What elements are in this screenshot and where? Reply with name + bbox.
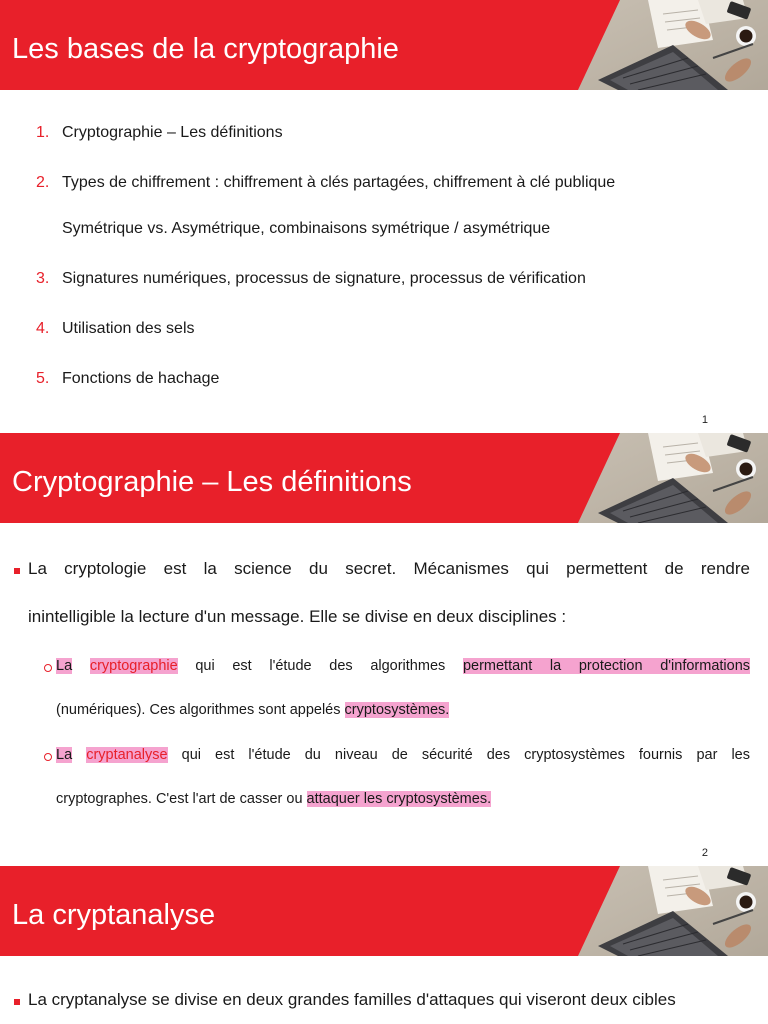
table-of-contents: [36, 118, 736, 414]
list-item: 1. Cryptographie – Les définitions: [36, 124, 283, 141]
sub-bullet-cryptographie: La cryptographie qui est l'étude des algorithmes permettant la protection d'informations (numériques). Ces algorithmes sont appelés cryptosystèmes.: [44, 658, 750, 728]
slide-3: [0, 866, 768, 1024]
list-item: 4. Utilisation des sels: [36, 320, 195, 337]
desk-photo-icon: [578, 433, 768, 523]
title-band: [0, 433, 768, 523]
list-item: 2. Types de chiffrement : chiffrement à clés partagées, chiffrement à clé publique Symétrique vs. Asymétrique, combinaisons symétrique / asymétrique: [36, 174, 616, 237]
slide-title: Cryptographie – Les définitions: [12, 466, 412, 498]
title-band: [0, 0, 768, 90]
bullet-paragraph: La cryptologie est la science du secret. Mécanismes qui permettent de rendre inintelligible la lecture d'un message. Elle se divise en deux disciplines :: [14, 559, 750, 639]
slide-1: [0, 0, 768, 432]
page-number: 1: [701, 414, 708, 426]
sub-bullet-cryptanalyse: La cryptanalyse qui est l'étude du niveau de sécurité des cryptosystèmes fournis par les cryptographes. C'est l'art de casser ou attaquer les cryptosystèmes.: [44, 747, 750, 817]
slide-title: Les bases de la cryptographie: [12, 33, 399, 65]
bullet-square-icon: [14, 568, 20, 574]
bullet-paragraph: La cryptanalyse se divise en deux grandes familles d'attaques qui viseront deux cibles: [14, 990, 750, 1020]
desk-photo-icon: [578, 0, 768, 90]
bullet-square-icon: [14, 999, 20, 1005]
list-item: 5. Fonctions de hachage: [36, 370, 220, 387]
slide-2: [0, 433, 768, 865]
slide-title: La cryptanalyse: [12, 899, 216, 931]
list-item: 3. Signatures numériques, processus de signature, processus de vérification: [36, 270, 586, 287]
title-band: [0, 866, 768, 956]
term-cryptographie: cryptographie: [89, 658, 178, 674]
page-number: 2: [701, 847, 708, 859]
term-cryptanalyse: cryptanalyse: [86, 747, 168, 763]
bullet-circle-icon: [44, 664, 52, 672]
bullet-circle-icon: [44, 753, 52, 761]
desk-photo-icon: [578, 866, 768, 956]
